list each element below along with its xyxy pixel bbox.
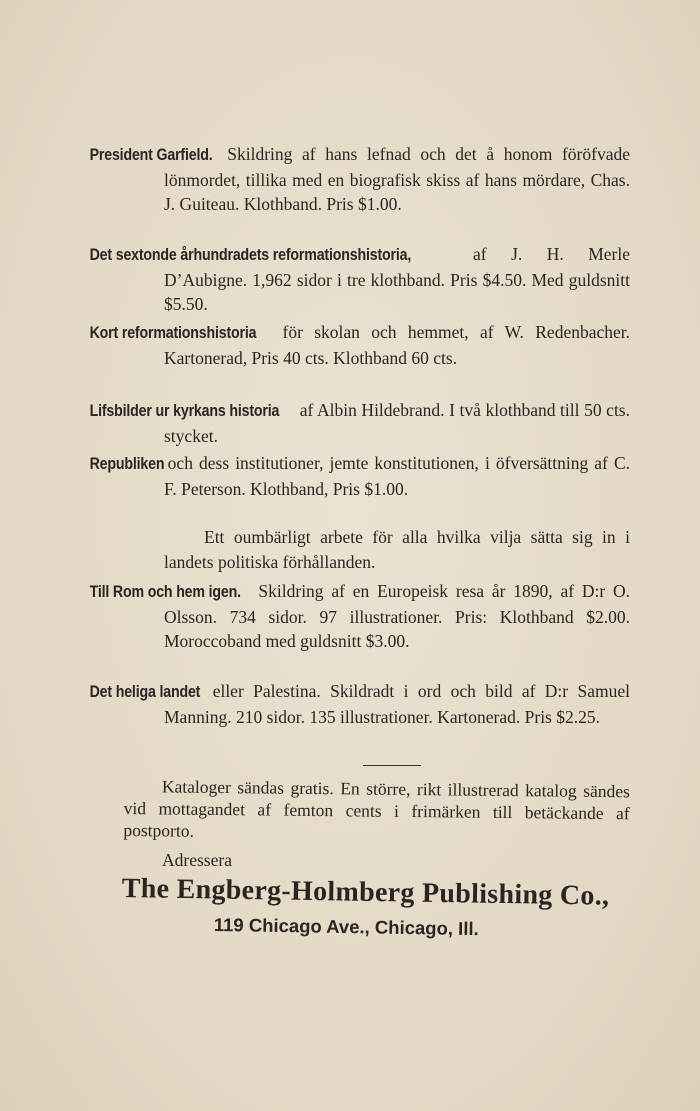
entry-title: Till Rom och hem igen.	[89, 583, 241, 601]
entry-title: Republiken	[89, 455, 165, 473]
entry-text: för skolan och hemmet, af W. Redenbacher. Kartonerad, Pris 40 cts. Klothband 60 cts.	[164, 322, 630, 368]
entry-president-garfield	[89, 142, 630, 217]
entry-text: eller Palestina. Skildradt i ord och bild af D:r Samuel Manning. 210 sidor. 135 illustrationer. Kartonerad. Pris $2.25.	[164, 681, 630, 727]
catalog-notice: Kataloger sändas gratis. En större, rikt illustrerad katalog sändes vid mottagandet af femton cents i frimärken till betäckande af postporto.	[123, 776, 630, 841]
publisher-name: The Engberg-Holmberg Publishing Co.,	[121, 873, 610, 912]
section-divider	[363, 765, 421, 766]
entry-kort-reformationshistoria	[89, 320, 630, 370]
entry-text: af Albin Hildebrand. I två klothband till 50 cts. stycket.	[164, 400, 630, 446]
entry-till-rom	[89, 579, 630, 654]
entry-title: President Garfield.	[89, 146, 213, 164]
publisher-address: 119 Chicago Ave., Chicago, Ill.	[213, 914, 479, 940]
entry-republiken	[89, 451, 630, 501]
entry-lifsbilder	[89, 398, 630, 448]
entry-title: Det sextonde århundradets reformationshistoria,	[89, 246, 412, 264]
entry-title: Det heliga landet	[89, 683, 201, 701]
entry-text: Skildring af hans lefnad och det å honom föröfvade lönmordet, tillika med en biografisk skiss af hans mördare, Chas. J. Guiteau. Klothband. Pris $1.00.	[164, 144, 630, 214]
entry-title: Kort reformationshistoria	[89, 324, 257, 342]
address-label: Adressera	[162, 850, 232, 870]
entry-text: af J. H. Merle D’Aubigne. 1,962 sidor i tre klothband. Pris $4.50. Med guldsnitt $5.50.	[164, 244, 630, 314]
entry-text: Skildring af en Europeisk resa år 1890, af D:r O. Olsson. 734 sidor. 97 illustrationer. Pris: Klothband $2.00. Moroccoband med guldsnitt $3.00.	[164, 581, 630, 651]
entry-text: och dess institutioner, jemte konstitutionen, i öfversättning af C. F. Peterson. Klothband, Pris $1.00.	[161, 453, 630, 499]
entry-title: Lifsbilder ur kyrkans historia	[89, 402, 280, 420]
republiken-note: Ett oumbärligt arbete för alla hvilka vilja sätta sig in i landets politiska förhållanden.	[164, 527, 630, 572]
entry-heliga-landet	[89, 679, 630, 729]
entry-reformationshistoria	[89, 242, 630, 317]
